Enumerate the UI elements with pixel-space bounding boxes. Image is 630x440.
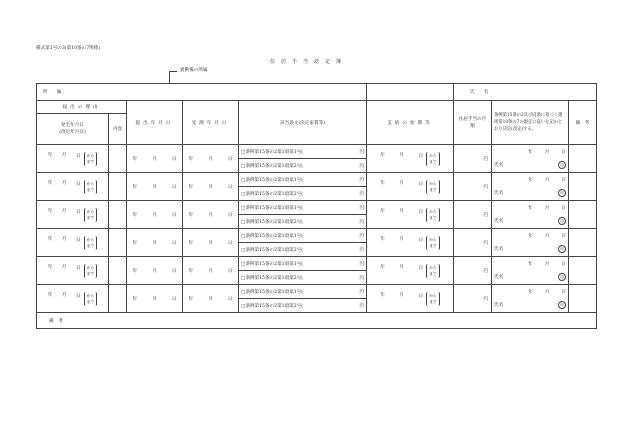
year-label: 年 (132, 268, 138, 274)
article-option-2: □条例第15条の2第1項第2号( (241, 163, 304, 169)
submission-date-cell[interactable] (127, 201, 183, 229)
yen-label: 円 (359, 177, 364, 183)
submission-date-cell[interactable] (127, 145, 183, 173)
year-label: 年 (380, 208, 385, 214)
submission-date-header: 提出年月日 (127, 101, 183, 145)
payment-period-cell[interactable] (367, 201, 454, 229)
year-label: 年 (47, 152, 53, 158)
monthly-amount-cell[interactable] (454, 201, 492, 229)
remarks-cell[interactable] (569, 229, 597, 257)
month-label: 月 (61, 208, 67, 214)
article-cell[interactable] (239, 173, 367, 201)
seal-icon: 印 (558, 217, 566, 225)
receipt-date-cell[interactable] (183, 285, 239, 313)
year-label: 年 (380, 180, 385, 186)
monthly-amount-cell[interactable] (454, 257, 492, 285)
day-bracket: 日 から まで (76, 264, 97, 278)
payment-period-cell[interactable] (367, 229, 454, 257)
name-prefix: 氏名 (494, 247, 504, 253)
month-label: 月 (544, 289, 550, 295)
leader-line-vertical (169, 71, 170, 83)
table-row (37, 145, 597, 173)
yen-label: 円 (359, 261, 364, 267)
year-label: 年 (188, 296, 194, 302)
month-label: 月 (399, 152, 404, 158)
seal-icon: 印 (558, 189, 566, 197)
from-until-bracket: から まで (84, 236, 98, 250)
day-bracket: 日 から まで (76, 236, 97, 250)
yen-label: 円 (359, 163, 364, 169)
name-prefix: 氏名 (494, 191, 504, 197)
content-cell[interactable] (109, 257, 127, 285)
year-label: 年 (132, 184, 138, 190)
payment-period-cell[interactable] (367, 173, 454, 201)
yen-label: 円 (483, 184, 488, 190)
year-label: 年 (188, 156, 194, 162)
name-prefix: 氏名 (494, 163, 504, 169)
month-label: 月 (399, 264, 404, 270)
submission-date-cell[interactable] (127, 173, 183, 201)
name-prefix: 氏名 (494, 303, 504, 309)
day-label: 日 (227, 212, 233, 218)
month-label: 月 (152, 296, 157, 302)
month-label: 月 (399, 208, 404, 214)
from-until-bracket: から まで (84, 208, 98, 222)
remarks-cell[interactable] (569, 201, 597, 229)
month-label: 月 (152, 268, 157, 274)
day-label: 日 (561, 205, 566, 211)
header-row-1 (37, 101, 597, 114)
occurrence-date-cell[interactable] (37, 201, 109, 229)
yen-label: 円 (359, 289, 364, 295)
year-label: 年 (132, 156, 138, 162)
housing-allowance-ledger (36, 83, 597, 329)
year-label: 年 (132, 212, 138, 218)
decision-cell[interactable] (492, 285, 569, 313)
day-bracket: 日 から まで (419, 292, 440, 306)
month-label: 月 (208, 212, 213, 218)
day-label: 日 (171, 156, 177, 162)
affiliation-label: 所 属 (43, 90, 62, 95)
receipt-date-cell[interactable] (183, 257, 239, 285)
year-label: 年 (528, 233, 533, 239)
article-option-1: □条例第15条の2第1項第1号( (241, 261, 304, 267)
yen-label: 円 (483, 212, 488, 218)
remarks-header: 備 考 (569, 101, 597, 145)
day-label: 日 (227, 156, 233, 162)
submission-date-cell[interactable] (127, 229, 183, 257)
yen-label: 円 (483, 296, 488, 302)
occurrence-date-label: 発生年月日 (61, 123, 84, 128)
yen-label: 円 (483, 156, 488, 162)
payment-period-cell[interactable] (367, 285, 454, 313)
month-label: 月 (208, 156, 213, 162)
submission-date-cell[interactable] (127, 285, 183, 313)
receipt-date-cell[interactable] (183, 145, 239, 173)
month-label: 月 (208, 296, 213, 302)
article-option-1: □条例第15条の2第1項第1号( (241, 233, 304, 239)
reason-header: 届出の理由 (37, 101, 127, 114)
day-label: 日 (227, 268, 233, 274)
decision-cell[interactable] (492, 173, 569, 201)
month-label: 月 (152, 156, 157, 162)
day-label: 日 (561, 261, 566, 267)
article-header: 該当条文(決定家賃等) (239, 101, 367, 145)
from-until-bracket: から まで (426, 264, 440, 278)
table-row (37, 201, 597, 229)
article-option-1: □条例第15条の2第1項第1号( (241, 205, 304, 211)
yen-label: 円 (359, 149, 364, 155)
year-label: 年 (380, 236, 385, 242)
month-label: 月 (61, 292, 67, 298)
day-label: 日 (227, 184, 233, 190)
payment-period-cell[interactable] (367, 257, 454, 285)
year-label: 年 (380, 152, 385, 158)
article-option-1: □条例第15条の2第1項第1号( (241, 289, 304, 295)
table-row (37, 173, 597, 201)
year-label: 年 (188, 268, 194, 274)
month-label: 月 (208, 268, 213, 274)
seal-icon: 印 (558, 245, 566, 253)
decision-cell[interactable] (492, 229, 569, 257)
month-label: 月 (544, 261, 550, 267)
yen-label: 円 (359, 233, 364, 239)
month-label: 月 (544, 149, 550, 155)
form-label: 様式第1号の3(第10条の7関係) (36, 46, 101, 51)
payment-period-header: 支給の始期等 (367, 101, 454, 145)
year-label: 年 (528, 177, 533, 183)
seal-icon: 印 (558, 301, 566, 309)
yen-label: 円 (359, 205, 364, 211)
yen-label: 円 (359, 219, 364, 225)
article-option-1: □条例第15条の2第1項第1号( (241, 149, 304, 155)
from-until-bracket: から まで (84, 180, 98, 194)
year-label: 年 (132, 240, 138, 246)
month-label: 月 (152, 240, 157, 246)
monthly-amount-cell[interactable] (454, 285, 492, 313)
seal-icon: 印 (558, 273, 566, 281)
footer-remarks-cell[interactable] (37, 313, 597, 329)
remarks-cell[interactable] (569, 257, 597, 285)
occurrence-date-cell[interactable] (37, 257, 109, 285)
affiliation-row (37, 84, 597, 101)
from-until-bracket: から まで (426, 236, 440, 250)
from-until-bracket: から まで (426, 180, 440, 194)
year-label: 年 (47, 292, 53, 298)
content-cell[interactable] (109, 145, 127, 173)
content-cell[interactable] (109, 201, 127, 229)
year-label: 年 (47, 208, 53, 214)
submission-date-cell[interactable] (127, 257, 183, 285)
article-option-2: □条例第15条の2第1項第2号( (241, 275, 304, 281)
monthly-amount-cell[interactable] (454, 173, 492, 201)
table-row (37, 285, 597, 313)
month-label: 月 (399, 292, 404, 298)
month-label: 月 (208, 184, 213, 190)
day-label: 日 (171, 212, 177, 218)
yen-label: 円 (359, 191, 364, 197)
month-label: 月 (61, 152, 67, 158)
month-label: 月 (399, 180, 404, 186)
day-label: 日 (561, 233, 566, 239)
occurrence-date-cell[interactable] (37, 229, 109, 257)
year-label: 年 (188, 184, 194, 190)
month-label: 月 (399, 236, 404, 242)
month-label: 月 (544, 177, 550, 183)
yen-label: 円 (359, 303, 364, 309)
day-label: 日 (227, 296, 233, 302)
occurrence-date-cell[interactable] (37, 285, 109, 313)
year-label: 年 (188, 240, 194, 246)
month-label: 月 (61, 180, 67, 186)
day-label: 日 (561, 289, 566, 295)
year-label: 年 (47, 264, 53, 270)
year-label: 年 (528, 205, 533, 211)
day-label: 日 (561, 149, 566, 155)
name-label: 氏 名 (470, 90, 489, 95)
month-label: 月 (152, 184, 157, 190)
day-bracket: 日 から まで (419, 208, 440, 222)
article-cell[interactable] (239, 257, 367, 285)
day-bracket: 日 から まで (419, 236, 440, 250)
article-option-2: □条例第15条の2第1項第2号( (241, 191, 304, 197)
from-until-bracket: から まで (84, 292, 98, 306)
occurrence-date-cell[interactable] (37, 173, 109, 201)
footer-remarks-label: 備 考 (49, 318, 63, 324)
day-bracket: 日 から まで (76, 208, 97, 222)
day-label: 日 (171, 268, 177, 274)
receipt-date-header: 受理年月日 (183, 101, 239, 145)
yen-label: 円 (483, 240, 488, 246)
day-bracket: 日 から まで (419, 264, 440, 278)
year-label: 年 (380, 264, 385, 270)
day-bracket: 日 から まで (76, 152, 97, 166)
yen-label: 円 (359, 247, 364, 253)
yen-label: 円 (359, 275, 364, 281)
from-until-bracket: から まで (84, 264, 98, 278)
from-until-bracket: から まで (426, 292, 440, 306)
day-bracket: 日 から まで (76, 180, 97, 194)
name-prefix: 氏名 (494, 219, 504, 225)
occurrence-date-cell[interactable] (37, 145, 109, 173)
affiliation-cell[interactable] (37, 84, 367, 101)
payment-period-cell[interactable] (367, 145, 454, 173)
affiliation-spacer (367, 84, 454, 101)
from-until-bracket: から まで (426, 208, 440, 222)
month-label: 月 (61, 264, 67, 270)
month-label: 月 (61, 236, 67, 242)
table-row (37, 229, 597, 257)
day-bracket: 日 から まで (76, 292, 97, 306)
article-option-1: □条例第15条の2第1項第1号( (241, 177, 304, 183)
content-cell[interactable] (109, 285, 127, 313)
monthly-amount-cell[interactable] (454, 145, 492, 173)
review-note-header: 条例第15条の2及び同条に基づく規則第10条の7の規定に従い左記のとおり決定(改定)する。 (492, 101, 569, 145)
from-until-bracket: から まで (426, 152, 440, 166)
year-label: 年 (132, 296, 138, 302)
day-bracket: 日 から まで (419, 180, 440, 194)
footer-remarks-row (37, 313, 597, 329)
content-cell[interactable] (109, 173, 127, 201)
after-move-note: 異動後の所属 (180, 68, 208, 73)
yen-label: 円 (483, 268, 488, 274)
day-label: 日 (561, 177, 566, 183)
occurrence-date-header (37, 114, 109, 145)
day-label: 日 (171, 296, 177, 302)
year-label: 年 (528, 149, 533, 155)
year-label: 年 (380, 292, 385, 298)
month-label: 月 (208, 240, 213, 246)
article-cell[interactable] (239, 285, 367, 313)
day-bracket: 日 から まで (419, 152, 440, 166)
year-label: 年 (528, 289, 533, 295)
article-option-2: □条例第15条の2第1項第2号( (241, 219, 304, 225)
table-row (37, 257, 597, 285)
content-cell[interactable] (109, 229, 127, 257)
leader-line (169, 71, 177, 72)
monthly-amount-cell[interactable] (454, 229, 492, 257)
decision-cell[interactable] (492, 257, 569, 285)
month-label: 月 (152, 212, 157, 218)
remarks-cell[interactable] (569, 145, 597, 173)
year-label: 年 (47, 180, 53, 186)
article-cell[interactable] (239, 201, 367, 229)
name-cell[interactable] (454, 84, 597, 101)
receipt-date-cell[interactable] (183, 229, 239, 257)
name-prefix: 氏名 (494, 275, 504, 281)
article-option-2: □条例第15条の2第1項第2号( (241, 247, 304, 253)
article-cell[interactable] (239, 145, 367, 173)
from-until-bracket: から まで (84, 152, 98, 166)
day-label: 日 (227, 240, 233, 246)
decision-cell[interactable] (492, 201, 569, 229)
remarks-cell[interactable] (569, 285, 597, 313)
month-label: 月 (544, 233, 550, 239)
day-label: 日 (171, 184, 177, 190)
content-header: 内容 (109, 114, 127, 145)
remarks-cell[interactable] (569, 173, 597, 201)
receipt-date-cell[interactable] (183, 201, 239, 229)
year-label: 年 (528, 261, 533, 267)
seal-icon: 印 (558, 161, 566, 169)
decision-cell[interactable] (492, 145, 569, 173)
day-label: 日 (171, 240, 177, 246)
article-option-2: □条例第15条の2第1項第2号( (241, 303, 304, 309)
receipt-date-cell[interactable] (183, 173, 239, 201)
year-label: 年 (188, 212, 194, 218)
article-cell[interactable] (239, 229, 367, 257)
occurrence-date-sub: (改定年月日) (59, 130, 86, 135)
month-label: 月 (544, 205, 550, 211)
year-label: 年 (47, 236, 53, 242)
monthly-amount-header: 住居手当の月額 (454, 101, 492, 145)
page-title: 住居手当認定簿 (270, 59, 348, 65)
